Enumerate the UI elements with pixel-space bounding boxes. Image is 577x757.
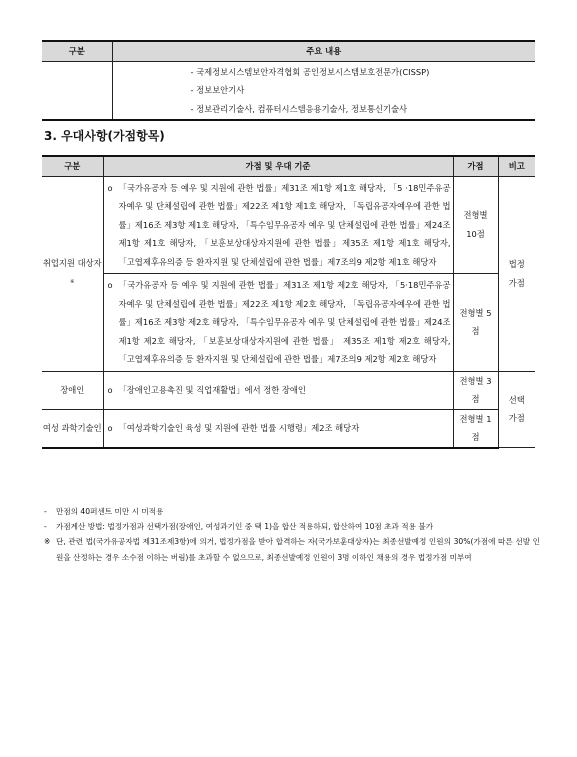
col-header-criteria: 가점 및 우대 기준 bbox=[103, 156, 453, 176]
score-cell: 전형별 3점 bbox=[453, 371, 498, 409]
list-item: - 정보보안기사 bbox=[190, 85, 245, 95]
criteria-text: 「장애인고용촉진 및 직업재활법」에서 정한 장애인 bbox=[118, 384, 306, 395]
list-item: - 정보관리기술사, 컴퓨터시스템응용기술사, 정보통신기술사 bbox=[190, 103, 408, 114]
criteria-cell bbox=[103, 176, 453, 274]
score-cell: 전형별 10점 bbox=[453, 176, 498, 274]
note-text: 단, 관련 법(국가유공자법 제31조제3항)에 의거, 법정가점을 받아 합격하는 자(국가보훈대상자)는 최종선발예정 인원의 30%(가점에 따른 선발 인원을 산정하는 경우 소수점 이하는 버림)를 초과할 수 없으므로, 최종선발예정 인원이 3명 이하인 채용의 경우 법정가점 미부여 bbox=[56, 537, 540, 562]
note-mark: - bbox=[44, 522, 47, 532]
category-label: 취업지원 대상자 bbox=[42, 258, 102, 269]
content-cell bbox=[112, 61, 535, 120]
col-header-content: 주요 내용 bbox=[112, 41, 535, 61]
score-cell: 전형별 5점 bbox=[453, 274, 498, 372]
col-header-category: 구분 bbox=[42, 41, 112, 61]
category-disabled: 장애인 bbox=[42, 371, 103, 409]
category-women-scientist: 여성 과학기술인 bbox=[42, 409, 103, 448]
note-item bbox=[44, 534, 540, 564]
note-item bbox=[44, 519, 540, 534]
category-cell-empty bbox=[42, 61, 112, 120]
col-header-score: 가점 bbox=[453, 156, 498, 176]
section-heading: 3. 우대사항(가점항목) bbox=[44, 129, 165, 143]
col-header-note: 비고 bbox=[498, 156, 535, 176]
note-mark: - bbox=[44, 507, 47, 516]
criteria-cell bbox=[103, 371, 453, 409]
col-header-category: 구분 bbox=[42, 156, 103, 176]
note-text: 만점의 40퍼센트 미만 시 미적용 bbox=[56, 507, 164, 516]
criteria-cell bbox=[103, 409, 453, 448]
preference-table bbox=[42, 155, 535, 449]
criteria-text: 「국가유공자 등 예우 및 지원에 관한 법률」제31조 제1항 제1호 해당자, 「5 ·18민주유공자예우 및 단체설립에 관한 법률」제22조 제1항 제1호 해당자, 「독립유공자예우에 관한 법률」제16조 제3항 제1호 해당자, 「특수임무유공자 예우 및 단체설립에 관한 법률」제24조 제1항 제1호 해당자, 「보훈보상대상자지원에 관한 법률」제35조 제1항 제1호 해당자, 「고엽제후유의증 등 환자지원 및 단체설립에 관한 법률」제7조의9 제2항 제1호 해당자 bbox=[118, 182, 451, 267]
note-item bbox=[44, 504, 540, 519]
certification-table bbox=[42, 40, 535, 121]
note-legal: 법정 가점 bbox=[498, 176, 535, 371]
bullet: o bbox=[107, 182, 113, 193]
category-veterans bbox=[42, 176, 103, 371]
criteria-text: 「여성과학기술인 육성 및 지원에 관한 법률 시행령」제2조 해당자 bbox=[118, 422, 360, 433]
score-cell: 전형별 1점 bbox=[453, 409, 498, 448]
bullet: o bbox=[107, 384, 113, 395]
note-optional: 선택 가점 bbox=[498, 371, 535, 448]
list-item: - 국제정보시스템보안자격협회 공인정보시스템보호전문가(CISSP) bbox=[190, 66, 430, 77]
note-text: 가점계산 방법: 법정가점과 선택가점(장애인, 여성과기인 중 택 1)을 합산 적용하되, 합산하여 10점 초과 적용 불가 bbox=[56, 522, 434, 532]
bullet: o bbox=[107, 280, 113, 290]
notes bbox=[44, 504, 540, 565]
criteria-text: 「국가유공자 등 예우 및 지원에 관한 법률」제31조 제1항 제2호 해당자, 「5·18민주유공자예우 및 단체설립에 관한 법률」제22조 제1항 제2호 해당자, 「독립유공자예우에 관한 법률」제16조 제3항 제2호 해당자, 「특수임무유공자 예우 및 단체설립에 관한 법률」제24조 제1항 제2호 해당자, 「보훈보상대상자지원에 관한 법률」 제35조 제1항 제2호 해당자, 「고엽제후유의증 등 환자지원 및 단체설립에 관한 법률」제7조의9 제2항 제2호 해당자 bbox=[118, 280, 451, 364]
criteria-cell bbox=[103, 274, 453, 372]
note-mark: ※ bbox=[44, 537, 51, 547]
bullet: o bbox=[107, 422, 113, 433]
footnote-mark: ※ bbox=[70, 278, 75, 285]
